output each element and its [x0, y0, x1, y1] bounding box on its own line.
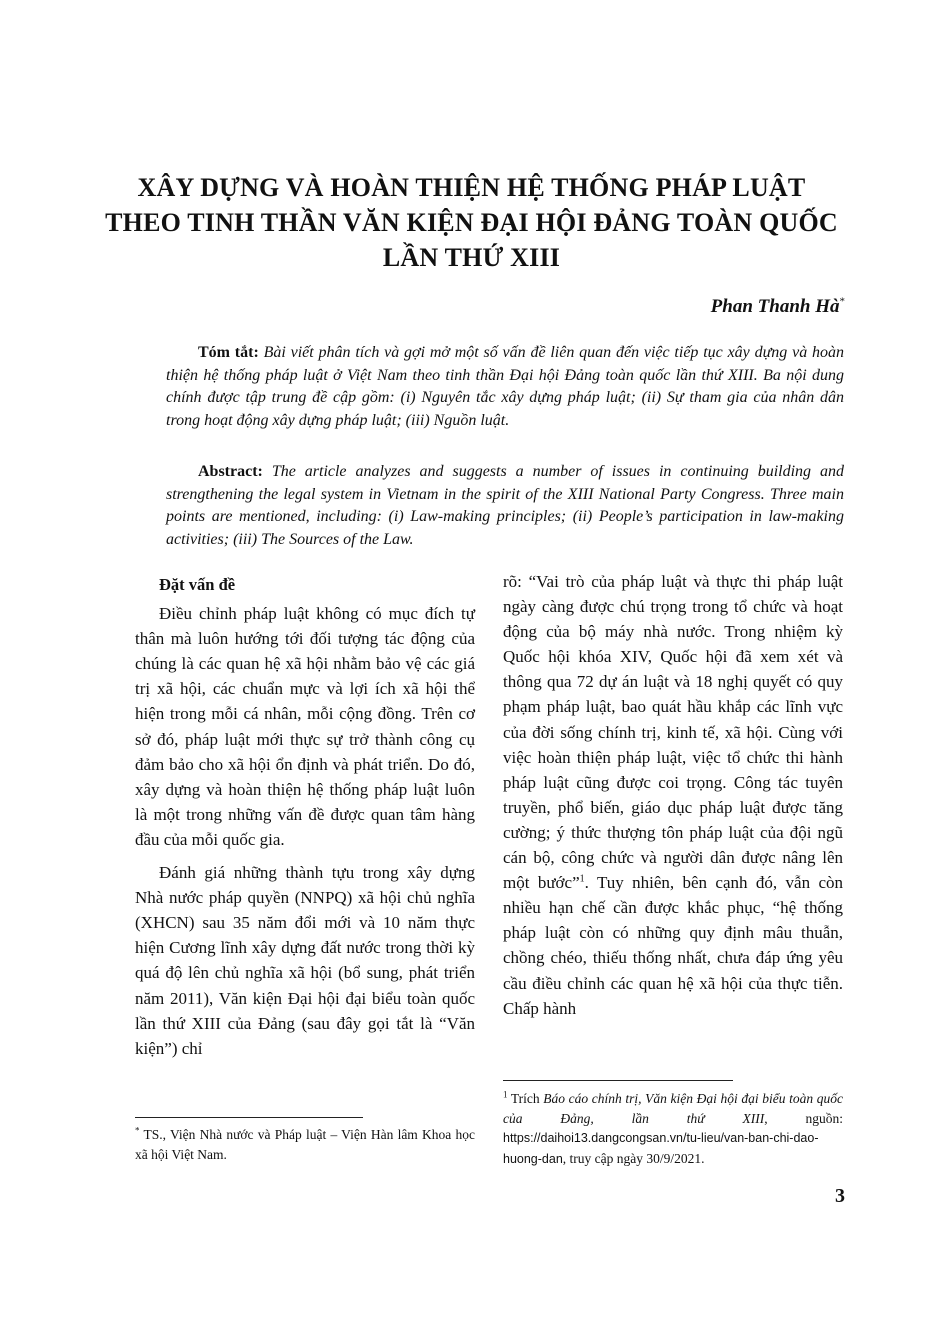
paragraph-2: Đánh giá những thành tựu trong xây dựng Nhà nước pháp quyền (NNPQ) xã hội chủ nghĩa (XHCN) sau 35 năm đổi mới và 10 năm thực hiện Cương lĩnh xây dựng đất nước trong thời kỳ quá độ lên chủ nghĩa xã hội (bổ sung, phát triển năm 2011), Văn kiện Đại hội đại biểu toàn quốc lần thứ XIII của Đảng (sau đây gọi tắt là “Văn kiện”) chỉ: [135, 863, 475, 1058]
footnote-author-text: TS., Viện Nhà nước và Pháp luật – Viện Hàn lâm Khoa học xã hội Việt Nam.: [135, 1127, 475, 1162]
body-column-left: [135, 572, 475, 1069]
title-line-2: THEO TINH THẦN VĂN KIỆN ĐẠI HỘI ĐẢNG TOÀN QUỐC: [105, 208, 838, 237]
summary-vn-text: Bài viết phân tích và gợi mở một số vấn đề liên quan đến việc tiếp tục xây dựng và hoàn thiện hệ thống pháp luật ở Việt Nam theo tinh thần Đại hội Đảng toàn quốc lần thứ XIII. Ba nội dung chính được tập trung đề cập gồm: (i) Nguyên tắc xây dựng pháp luật; (ii) Sự tham gia của nhân dân trong hoạt động xây dựng pháp luật; (iii) Nguồn luật.: [166, 344, 845, 429]
footnote-1: [503, 1089, 843, 1169]
author-byline: [711, 296, 845, 318]
summary-vietnamese: [166, 342, 844, 432]
summary-en-text: The article analyzes and suggests a number of issues in continuing building and strengthening the legal system in Vietnam in the spirit of the XIII National Party Congress. Three main points are mentioned, including: (i) Law-making principles; (ii) People’s participation in law-making activities; (iii) The Sources of the Law.: [166, 463, 845, 548]
summary-vn-label: Tóm tắt:: [198, 344, 259, 361]
footnote-1-middle: , nguồn:: [764, 1110, 843, 1126]
author-footnote-mark: *: [839, 295, 845, 308]
author-name: Phan Thanh Hà: [710, 296, 840, 317]
footnote-author-mark: *: [135, 1125, 140, 1136]
paragraph-2-text-a: rõ: “Vai trò của pháp luật và thực thi pháp luật ngày càng được chú trọng trong tổ chức và hoạt động của bộ máy nhà nước. Trong nhiệm kỳ Quốc hội khóa XIV, Quốc hội đã xem xét và thông qua 72 dự án luật và 18 nghị quyết có quy phạm pháp luật, bao quát hầu khắp các lĩnh vực của đời sống chính trị, kinh tế, xã hội. Cùng với việc hoàn thiện pháp luật, việc tổ chức thi hành pháp luật cũng được coi trọng. Công tác tuyên truyền, phổ biến, giáo dục pháp luật được tăng cường; ý thức thượng tôn pháp luật của đội ngũ cán bộ, công chức và người dân được nâng lên một bước”: [503, 572, 843, 893]
footnote-author: [135, 1125, 475, 1164]
summary-english: [166, 461, 844, 551]
summary-en-label: Abstract:: [198, 463, 263, 480]
title-line-1: XÂY DỰNG VÀ HOÀN THIỆN HỆ THỐNG PHÁP LUẬT: [137, 173, 806, 202]
footnote-1-url-link[interactable]: https://daihoi13.dangcongsan.vn/tu-lieu/van-ban-chi-dao-huong-dan: [503, 1131, 819, 1166]
section-heading: Đặt vấn đề: [159, 575, 236, 594]
body-column-right: [503, 569, 843, 1029]
paragraph-1: Điều chỉnh pháp luật không có mục đích tự thân mà luôn hướng tới đối tượng tác động của chúng là các quan hệ xã hội nhằm bảo vệ các giá trị xã hội, các chuẩn mực và lợi ích xã hội thể hiện trong mỗi cá nhân, mỗi cộng đồng. Trên cơ sở đó, pháp luật mới thực sự trở thành công cụ đảm bảo cho xã hội ổn định và phát triển. Do đó, xây dựng và hoàn thiện hệ thống pháp luật luôn là một trong những vấn đề được quan tâm hàng đầu của mỗi quốc gia.: [135, 604, 475, 849]
footnote-divider-left: [135, 1117, 363, 1118]
footnote-divider-right: [503, 1080, 733, 1081]
paragraph-2-text-b: . Tuy nhiên, bên cạnh đó, vẫn còn nhiều hạn chế cần được khắc phục, “hệ thống pháp luật còn có những quy định mâu thuẫn, chồng chéo, thiếu thống nhất, chưa đáp ứng yêu cầu điều chỉnh các quan hệ xã hội của thực tiễn. Chấp hành: [503, 873, 843, 1018]
footnote-1-number: 1: [503, 1089, 508, 1100]
article-title: [100, 170, 843, 275]
footnote-1-suffix: , truy cập ngày 30/9/2021.: [562, 1150, 705, 1166]
page-number: 3: [835, 1185, 845, 1207]
footnote-1-prefix: Trích: [507, 1091, 544, 1106]
title-line-3: LẦN THỨ XIII: [382, 243, 561, 272]
footnote-1-reference[interactable]: 1: [579, 873, 585, 885]
paragraph-2-continued: [503, 569, 843, 1021]
footnote-1-source: Báo cáo chính trị, Văn kiện Đại hội đại biểu toàn quốc của Đảng, lần thứ XIII: [503, 1091, 843, 1126]
